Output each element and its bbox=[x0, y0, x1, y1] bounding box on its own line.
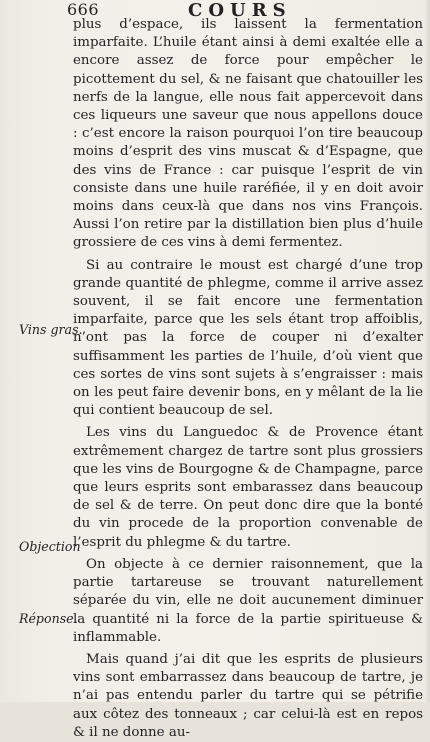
running-head: COURS bbox=[188, 0, 292, 21]
paragraph-vins-gras: Si au contraire le moust est chargé d’une trop grande quantité de phlegme, comme il arrive assez souvent, il se fait encore une fermentation imparfaite, parce que les sels étant trop affoiblis, n’ont pas la force de couper ni d’exalter suffisamment les parties de l’huile, d’où vient que ces sortes de vins sont sujets à s’engraisser : mais on les peut faire devenir bons, en y mêlant de la lie qui contient beaucoup de sel. bbox=[73, 257, 423, 419]
margin-note-reponse: Réponse. bbox=[19, 611, 78, 626]
body-text bbox=[73, 16, 423, 742]
paragraph-continued: plus d’espace, ils laissent la fermentation imparfaite. L’huile étant ainsi à demi exaltée elle a encore assez de force pour empêcher le picottement du sel, & ne faisant que chatouiller les nerfs de la langue, elle nous fait appercevoit dans ces liqueurs une saveur que nous appellons douce : c’est encore la raison pourquoi l’on tire beaucoup moins d’esprit des vins muscat & d’Espagne, que des vins de France : car puisque l’esprit de vin consiste dans une huile raréfiée, il y en doit avoir moins dans ceux-là que dans nos vins François. Aussi l’on retire par la distillation bien plus d’huile grossiere de ces vins à demi fermentez. bbox=[73, 17, 423, 251]
paragraph-languedoc: Les vins du Languedoc & de Provence étant extrêmement chargez de tartre sont plus grossiers que les vins de Bourgogne & de Champagne, parce que leurs esprits sont embarassez dans beaucoup de sel & de terre. On peut donc dire que la bonté du vin procede de la proportion convenable de l’esprit du phlegme & du tartre. bbox=[73, 425, 423, 550]
paragraph-objection: On objecte à ce dernier raisonnement, que la partie tartareuse se trouvant naturellement séparée du vin, elle ne doit aucunement diminuer la quantité ni la force de la partie spiritueuse & inflammable. bbox=[73, 556, 423, 645]
margin-note-vins-gras: Vins gras. bbox=[19, 322, 83, 337]
page-edge-shadow bbox=[424, 0, 430, 702]
paragraph-reponse: Mais quand j’ai dit que les esprits de plusieurs vins sont embarrassez dans beaucoup de tartre, je n’ai pas entendu parler du tartre qui se pétrifie aux côtez des tonneaux ; car celui-là est en repos & il ne donne au- bbox=[73, 651, 423, 740]
margin-note-objection: Objection bbox=[19, 539, 81, 554]
page-number: 666 bbox=[67, 0, 100, 19]
